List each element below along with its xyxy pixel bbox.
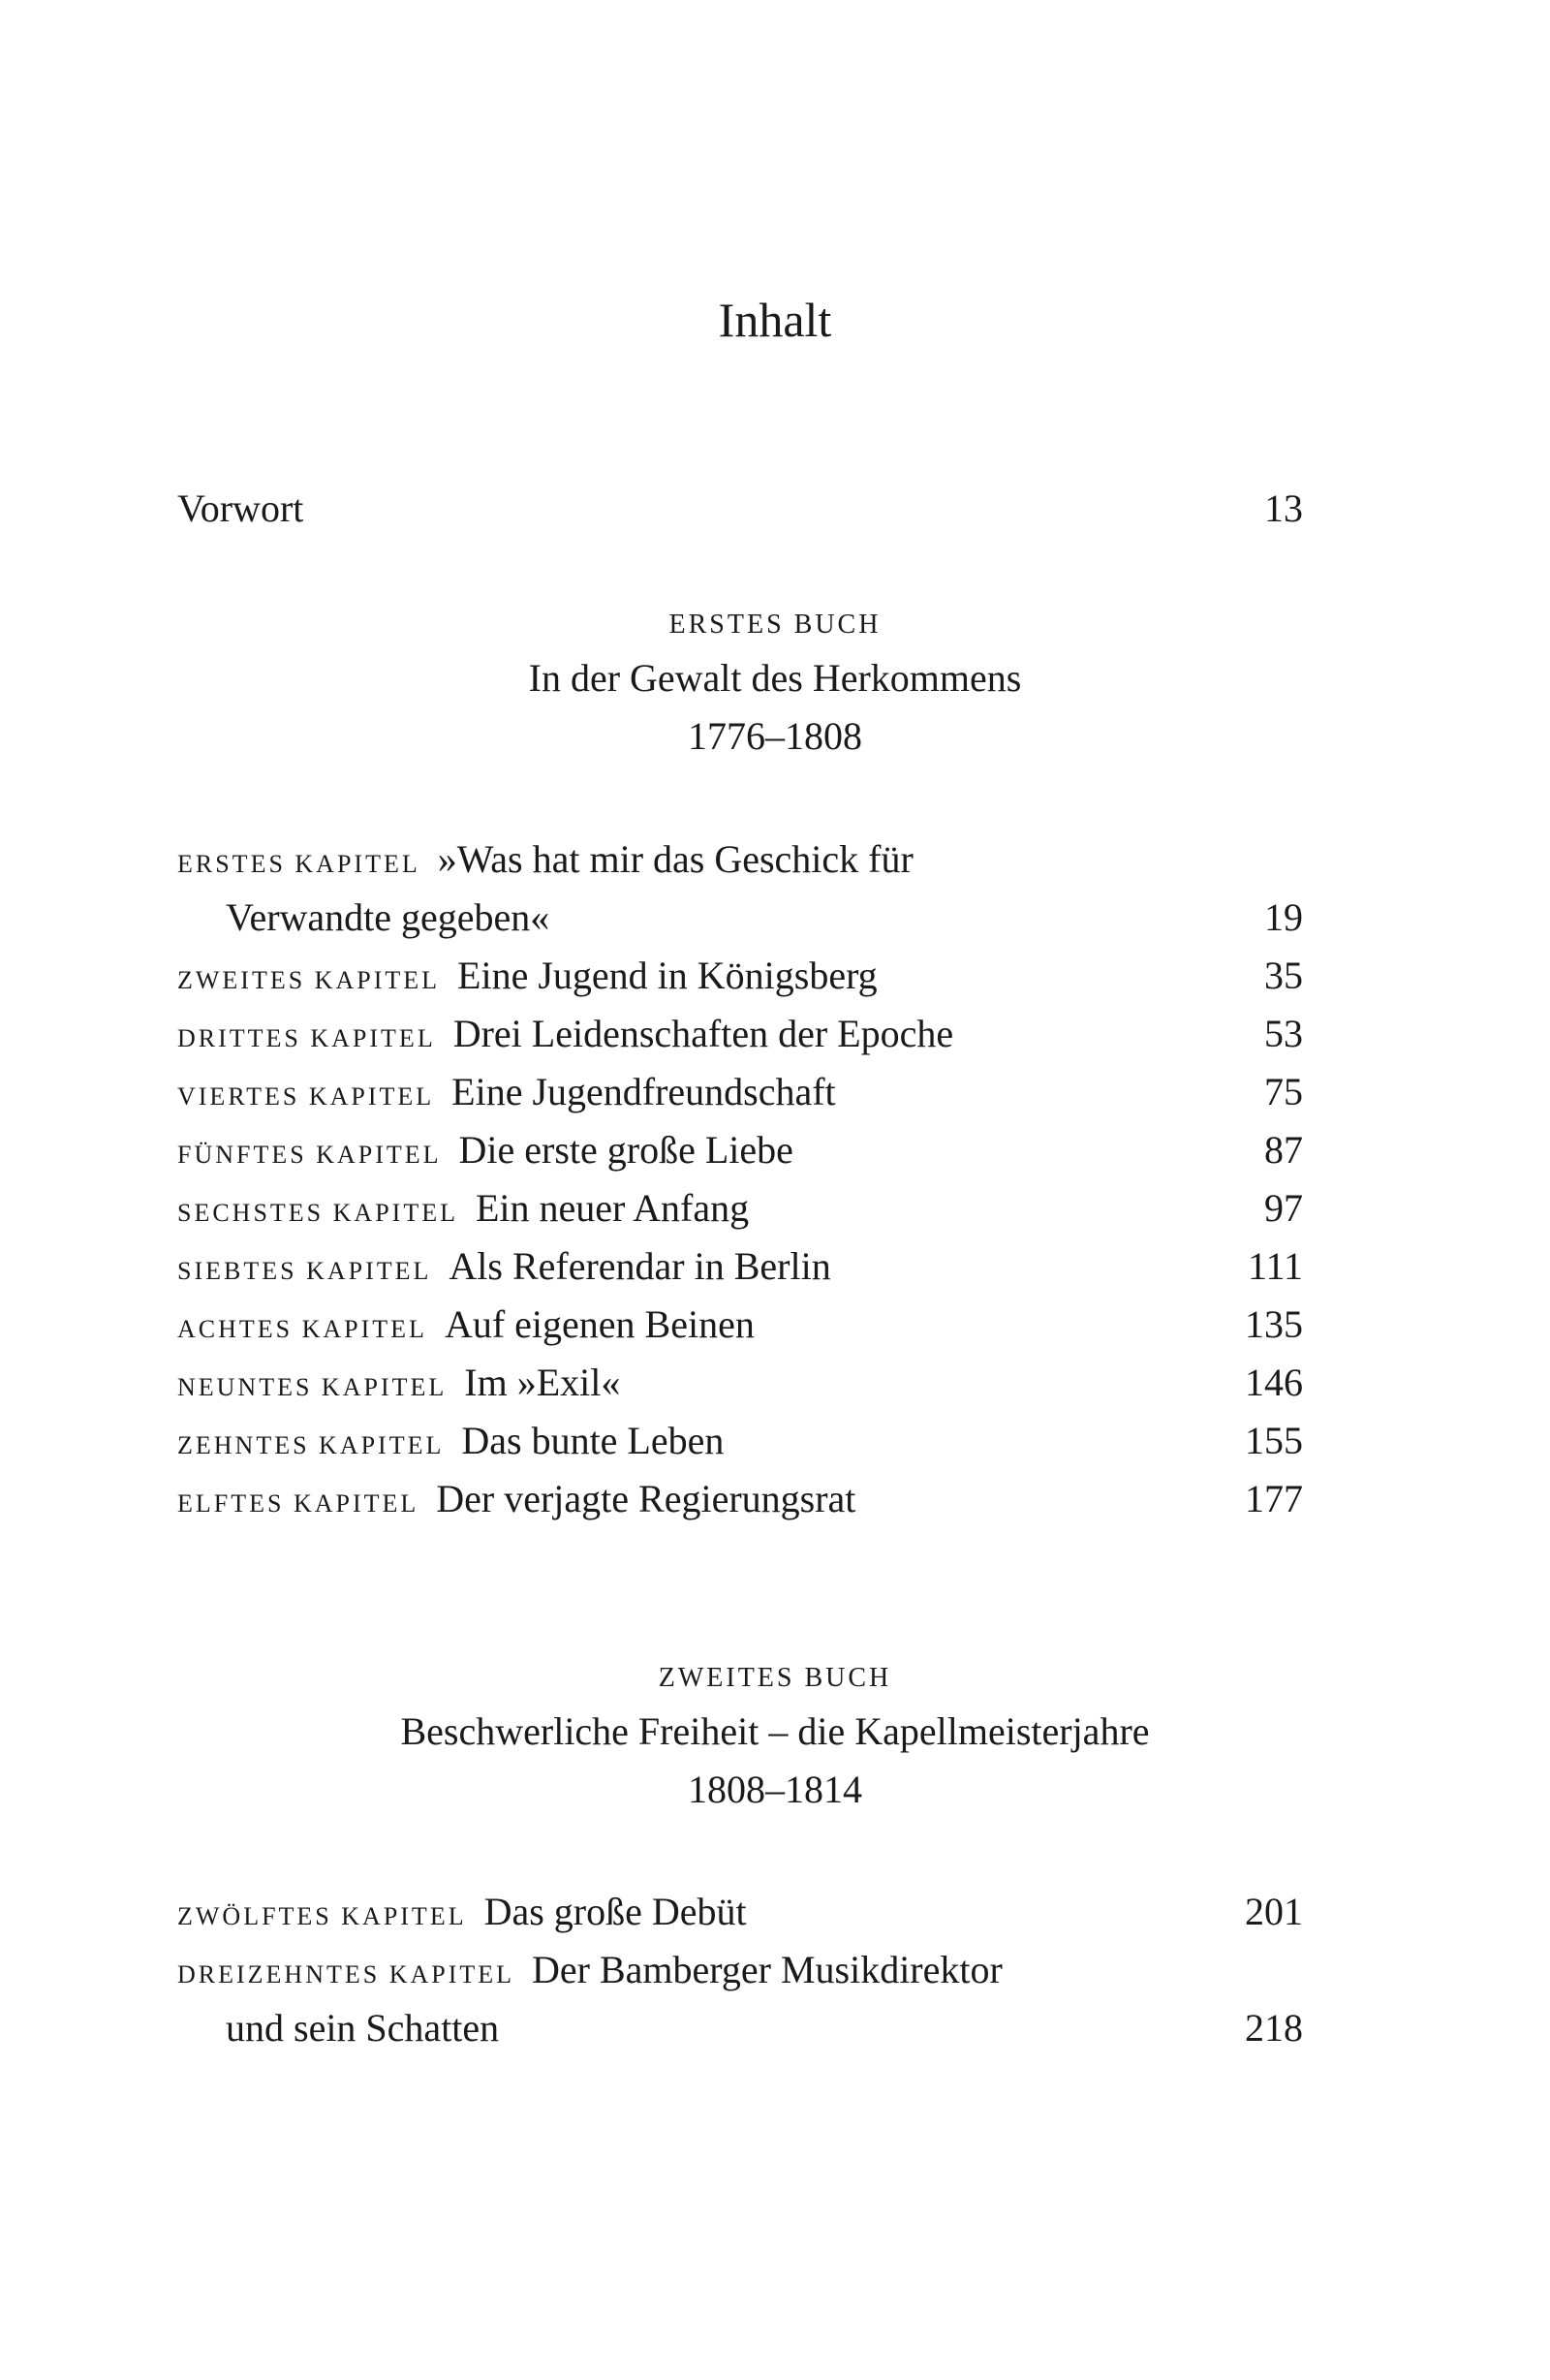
chapter-page: 146 (1245, 1361, 1303, 1404)
chapter-title: Im »Exil« (464, 1361, 621, 1404)
chapter-label: ACHTES KAPITEL (177, 1315, 427, 1343)
chapter-label: ELFTES KAPITEL (177, 1489, 419, 1518)
book1-title: In der Gewalt des Herkommens (528, 656, 1022, 700)
toc-entry[interactable] (177, 1412, 1303, 1475)
chapter-label: DRITTES KAPITEL (177, 1024, 436, 1052)
chapter-title-continuation: und sein Schatten (226, 2006, 500, 2050)
chapter-label: SIEBTES KAPITEL (177, 1257, 432, 1285)
book1-heading (0, 606, 1550, 766)
book1-years: 1776–1808 (688, 714, 862, 758)
chapter-label: ZEHNTES KAPITEL (177, 1431, 445, 1459)
chapter-label: SECHSTES KAPITEL (177, 1199, 458, 1227)
chapter-page: 35 (1264, 954, 1303, 997)
chapter-title: Das große Debüt (483, 1890, 747, 1933)
toc-entry[interactable] (177, 947, 1303, 1010)
toc-entry[interactable] (177, 830, 1303, 893)
preface-title: Vorwort (177, 486, 304, 530)
chapter-title: Eine Jugend in Königsberg (457, 954, 878, 997)
chapter-page: 218 (1245, 2006, 1303, 2050)
toc-entry[interactable] (177, 1354, 1303, 1417)
chapter-title: Eine Jugendfreundschaft (451, 1070, 836, 1113)
chapter-title: Die erste große Liebe (458, 1128, 793, 1172)
chapter-label: NEUNTES KAPITEL (177, 1373, 448, 1401)
chapter-page: 19 (1264, 895, 1303, 939)
chapter-label: ERSTES KAPITEL (177, 850, 420, 878)
toc-entry[interactable] (177, 1941, 1303, 2004)
chapter-title-continuation: Verwandte gegeben« (226, 895, 550, 939)
chapter-label: ZWÖLFTES KAPITEL (177, 1902, 467, 1930)
chapter-page: 53 (1264, 1012, 1303, 1055)
chapter-page: 201 (1245, 1890, 1303, 1933)
toc-entry[interactable] (177, 1063, 1303, 1126)
preface-page: 13 (1264, 486, 1303, 530)
toc-entry[interactable] (177, 1005, 1303, 1068)
book2-label: ZWEITES BUCH (658, 1663, 892, 1693)
chapter-page: 155 (1245, 1419, 1303, 1462)
chapter-title: Drei Leidenschaften der Epoche (452, 1012, 954, 1055)
chapter-page: 97 (1264, 1186, 1303, 1230)
book2-years: 1808–1814 (688, 1768, 862, 1811)
book2-title: Beschwerliche Freiheit – die Kapellmeisterjahre (400, 1709, 1150, 1753)
toc-entry[interactable] (177, 1296, 1303, 1359)
toc-entry[interactable] (177, 1883, 1303, 1946)
toc-entry[interactable] (177, 1237, 1303, 1300)
toc-entry-preface[interactable] (177, 480, 1303, 538)
toc-entry[interactable] (177, 1179, 1303, 1242)
chapter-title: Ein neuer Anfang (475, 1186, 750, 1230)
chapter-label: DREIZEHNTES KAPITEL (177, 1960, 515, 1989)
chapter-title: Der verjagte Regierungsrat (436, 1477, 856, 1520)
chapter-title: Als Referendar in Berlin (449, 1244, 831, 1288)
chapter-page: 111 (1247, 1244, 1303, 1288)
chapter-title: Der Bamberger Musikdirektor (532, 1948, 1003, 1991)
toc-entry-continuation[interactable] (226, 889, 1303, 947)
chapter-page: 75 (1264, 1070, 1303, 1113)
chapter-title: »Was hat mir das Geschick für (437, 837, 914, 881)
toc-entry[interactable] (177, 1121, 1303, 1184)
book2-heading (0, 1659, 1550, 1819)
chapter-page: 177 (1245, 1477, 1303, 1520)
chapter-label: VIERTES KAPITEL (177, 1082, 435, 1111)
chapter-label: ZWEITES KAPITEL (177, 966, 441, 994)
toc-entry-continuation[interactable] (226, 1999, 1303, 2057)
chapter-title: Auf eigenen Beinen (444, 1302, 755, 1346)
chapter-label: FÜNFTES KAPITEL (177, 1141, 442, 1169)
book1-label: ERSTES BUCH (668, 610, 882, 640)
chapter-title: Das bunte Leben (461, 1419, 725, 1462)
chapter-page: 135 (1245, 1302, 1303, 1346)
toc-entry[interactable] (177, 1470, 1303, 1533)
chapter-page: 87 (1264, 1128, 1303, 1172)
page-title: Inhalt (718, 293, 832, 347)
